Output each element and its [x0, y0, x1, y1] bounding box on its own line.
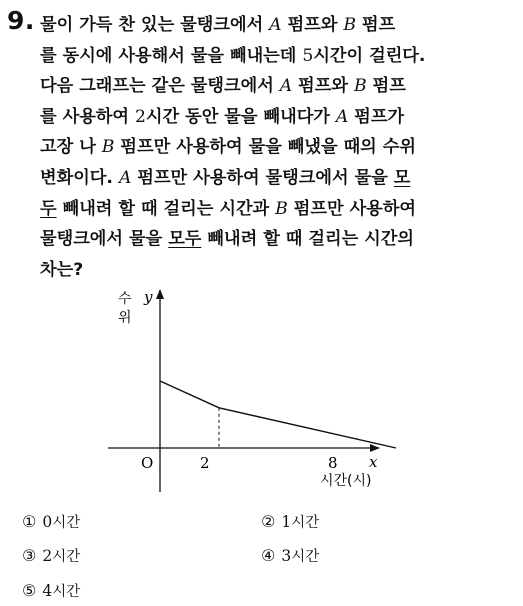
x-tick-8: 8	[328, 454, 338, 472]
question-line: 변화이다. A 펌프만 사용하여 물탱크에서 물을 모	[40, 167, 411, 188]
y-axis-korean-label-2: 위	[118, 310, 132, 326]
question-line: 고장 나 B 펌프만 사용하여 물을 빼냈을 때의 수위	[40, 137, 416, 158]
question-text	[40, 10, 518, 285]
y-axis-korean-label-1: 수	[118, 291, 132, 307]
x-axis-unit: 시간(시)	[320, 473, 372, 489]
question-line: 물이 가득 찬 있는 물탱크에서 A 펌프와 B 펌프	[40, 15, 396, 35]
choice-3[interactable]: ③ 2시간	[22, 546, 81, 565]
water-level-graph	[0, 280, 523, 500]
choice-2[interactable]: ② 1시간	[261, 512, 320, 531]
question-line: 차는?	[40, 259, 84, 280]
water-level-line	[160, 381, 396, 448]
choice-5[interactable]: ⑤ 4시간	[22, 581, 81, 600]
choice-4[interactable]: ④ 3시간	[261, 546, 320, 565]
origin-label: O	[141, 454, 154, 472]
question-number: 9.	[7, 6, 35, 35]
choice-1[interactable]: ① 0시간	[22, 512, 81, 531]
question-line: 를 사용하여 2시간 동안 물을 빼내다가 A 펌프가	[40, 106, 405, 127]
question-line: 다음 그래프는 같은 물탱크에서 A 펌프와 B 펌프	[40, 76, 406, 97]
y-axis-var: y	[144, 288, 153, 306]
question-line: 물탱크에서 물을 모두 빼내려 할 때 걸리는 시간의	[40, 229, 414, 250]
question-line: 를 동시에 사용해서 물을 빼내는데 5시간이 걸린다.	[40, 45, 426, 66]
x-tick-2: 2	[200, 454, 210, 472]
question-line: 두 빼내려 할 때 걸리는 시간과 B 펌프만 사용하여	[40, 198, 416, 219]
x-axis-var: x	[369, 453, 378, 471]
